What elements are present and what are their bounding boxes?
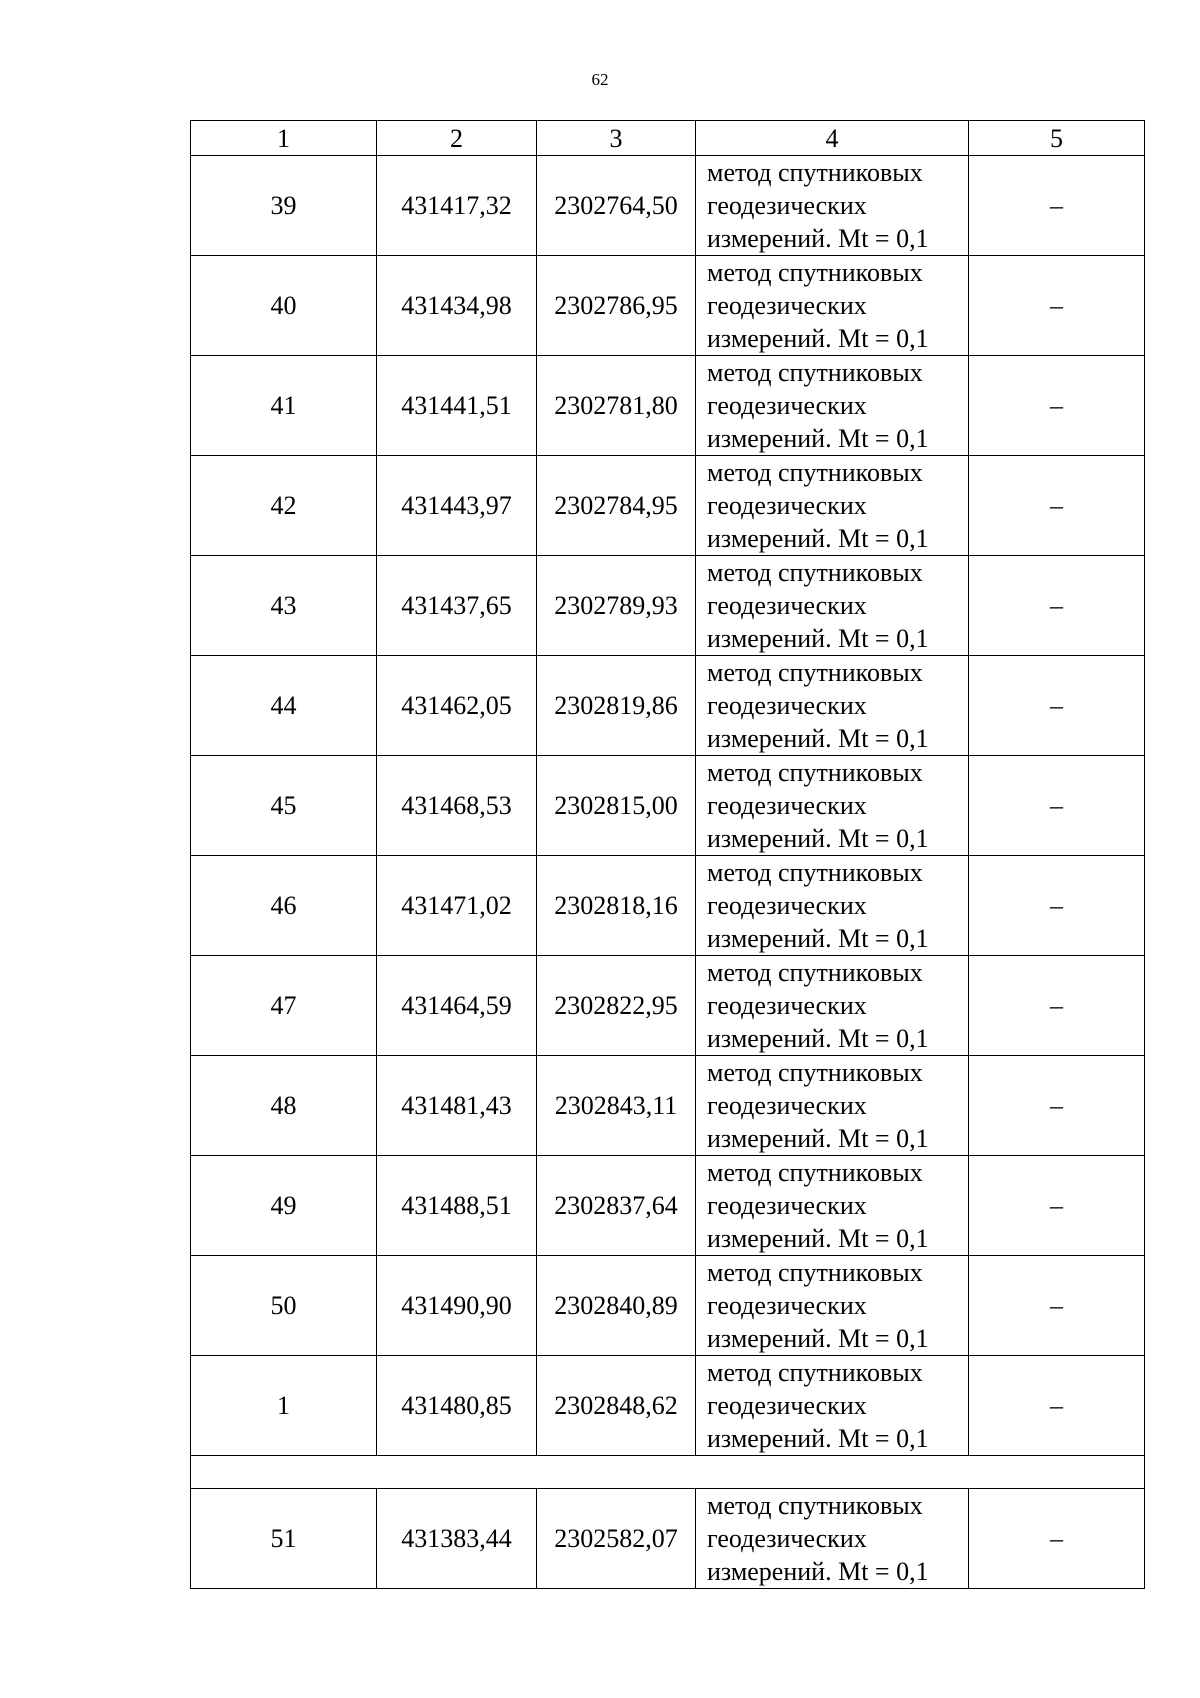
method-description-line: измерений. Mt = 0,1 [707,1124,929,1153]
table-row [191,956,1145,1056]
method-description-cell [696,656,969,756]
point-number-cell: 1 [191,1356,377,1456]
method-description-line: метод спутниковых [707,658,923,687]
y-coordinate-cell: 2302815,00 [537,756,696,856]
method-description-line: метод спутниковых [707,558,923,587]
table-row [191,756,1145,856]
method-description-line: метод спутниковых [707,858,923,887]
method-description-line: геодезических [707,391,867,420]
method-description-line: измерений. Mt = 0,1 [707,524,929,553]
method-description-cell [696,256,969,356]
method-description-line: геодезических [707,1391,867,1420]
y-coordinate-cell: 2302786,95 [537,256,696,356]
x-coordinate-cell: 431383,44 [377,1489,537,1589]
method-description-line: геодезических [707,791,867,820]
method-description-line: геодезических [707,991,867,1020]
table-body [191,156,1145,1589]
method-description-line: метод спутниковых [707,758,923,787]
point-number-cell: 47 [191,956,377,1056]
point-number-cell: 46 [191,856,377,956]
y-coordinate-cell: 2302843,11 [537,1056,696,1156]
x-coordinate-cell: 431462,05 [377,656,537,756]
y-coordinate-cell: 2302784,95 [537,456,696,556]
table-row [191,556,1145,656]
header-col-3: 3 [537,121,696,156]
y-coordinate-cell: 2302822,95 [537,956,696,1056]
y-coordinate-cell: 2302837,64 [537,1156,696,1256]
y-coordinate-cell: 2302764,50 [537,156,696,256]
remark-cell: – [969,1256,1145,1356]
point-number-cell: 50 [191,1256,377,1356]
coordinates-table [190,120,1145,1589]
method-description-line: измерений. Mt = 0,1 [707,424,929,453]
method-description-line: метод спутниковых [707,1058,923,1087]
remark-cell: – [969,956,1145,1056]
table-row [191,1056,1145,1156]
point-number-cell: 42 [191,456,377,556]
table-row [191,1356,1145,1456]
method-description-cell [696,1256,969,1356]
method-description-line: метод спутниковых [707,958,923,987]
table-row [191,256,1145,356]
method-description-cell [696,556,969,656]
method-description-line: измерений. Mt = 0,1 [707,1224,929,1253]
page-number: 62 [591,70,609,89]
empty-separator-row [191,1456,1145,1489]
method-description-line: измерений. Mt = 0,1 [707,1557,929,1586]
method-description-line: измерений. Mt = 0,1 [707,1024,929,1053]
x-coordinate-cell: 431441,51 [377,356,537,456]
remark-cell: – [969,756,1145,856]
remark-cell: – [969,156,1145,256]
method-description-line: геодезических [707,1291,867,1320]
method-description-line: метод спутниковых [707,158,923,187]
x-coordinate-cell: 431481,43 [377,1056,537,1156]
method-description-cell [696,1156,969,1256]
table-row [191,1489,1145,1589]
point-number-cell: 45 [191,756,377,856]
y-coordinate-cell: 2302840,89 [537,1256,696,1356]
table-header [191,121,1145,156]
method-description-line: измерений. Mt = 0,1 [707,224,929,253]
header-col-5: 5 [969,121,1145,156]
method-description-line: геодезических [707,1091,867,1120]
method-description-line: геодезических [707,491,867,520]
point-number-cell: 41 [191,356,377,456]
method-description-line: метод спутниковых [707,358,923,387]
header-col-4: 4 [696,121,969,156]
remark-cell: – [969,556,1145,656]
method-description-cell [696,856,969,956]
method-description-line: геодезических [707,191,867,220]
y-coordinate-cell: 2302582,07 [537,1489,696,1589]
x-coordinate-cell: 431464,59 [377,956,537,1056]
table-row [191,456,1145,556]
method-description-line: метод спутниковых [707,1258,923,1287]
method-description-line: метод спутниковых [707,258,923,287]
x-coordinate-cell: 431468,53 [377,756,537,856]
method-description-line: измерений. Mt = 0,1 [707,624,929,653]
method-description-cell [696,956,969,1056]
table-row [191,356,1145,456]
y-coordinate-cell: 2302848,62 [537,1356,696,1456]
y-coordinate-cell: 2302819,86 [537,656,696,756]
x-coordinate-cell: 431488,51 [377,1156,537,1256]
remark-cell: – [969,1356,1145,1456]
point-number-cell: 44 [191,656,377,756]
empty-separator-cell [191,1456,1145,1489]
x-coordinate-cell: 431443,97 [377,456,537,556]
x-coordinate-cell: 431434,98 [377,256,537,356]
y-coordinate-cell: 2302818,16 [537,856,696,956]
method-description-cell [696,1356,969,1456]
point-number-cell: 48 [191,1056,377,1156]
method-description-line: метод спутниковых [707,458,923,487]
remark-cell: – [969,1056,1145,1156]
method-description-line: измерений. Mt = 0,1 [707,724,929,753]
method-description-line: метод спутниковых [707,1358,923,1387]
method-description-line: геодезических [707,291,867,320]
x-coordinate-cell: 431471,02 [377,856,537,956]
remark-cell: – [969,856,1145,956]
table-row [191,1156,1145,1256]
y-coordinate-cell: 2302789,93 [537,556,696,656]
method-description-line: измерений. Mt = 0,1 [707,924,929,953]
method-description-cell [696,756,969,856]
table-row [191,856,1145,956]
point-number-cell: 49 [191,1156,377,1256]
method-description-line: метод спутниковых [707,1158,923,1187]
x-coordinate-cell: 431480,85 [377,1356,537,1456]
header-row [191,121,1145,156]
point-number-cell: 51 [191,1489,377,1589]
method-description-line: геодезических [707,691,867,720]
method-description-line: измерений. Mt = 0,1 [707,324,929,353]
method-description-line: геодезических [707,591,867,620]
x-coordinate-cell: 431417,32 [377,156,537,256]
x-coordinate-cell: 431437,65 [377,556,537,656]
method-description-cell [696,356,969,456]
method-description-cell [696,156,969,256]
y-coordinate-cell: 2302781,80 [537,356,696,456]
point-number-cell: 40 [191,256,377,356]
table-row [191,656,1145,756]
method-description-line: геодезических [707,891,867,920]
remark-cell: – [969,1489,1145,1589]
table-row [191,1256,1145,1356]
method-description-line: геодезических [707,1524,867,1553]
method-description-cell [696,456,969,556]
method-description-line: метод спутниковых [707,1491,923,1520]
method-description-cell [696,1489,969,1589]
point-number-cell: 39 [191,156,377,256]
header-col-2: 2 [377,121,537,156]
remark-cell: – [969,356,1145,456]
remark-cell: – [969,256,1145,356]
header-col-1: 1 [191,121,377,156]
method-description-line: геодезических [707,1191,867,1220]
method-description-line: измерений. Mt = 0,1 [707,824,929,853]
method-description-line: измерений. Mt = 0,1 [707,1324,929,1353]
table-row [191,156,1145,256]
method-description-line: измерений. Mt = 0,1 [707,1424,929,1453]
remark-cell: – [969,456,1145,556]
point-number-cell: 43 [191,556,377,656]
remark-cell: – [969,1156,1145,1256]
x-coordinate-cell: 431490,90 [377,1256,537,1356]
remark-cell: – [969,656,1145,756]
method-description-cell [696,1056,969,1156]
